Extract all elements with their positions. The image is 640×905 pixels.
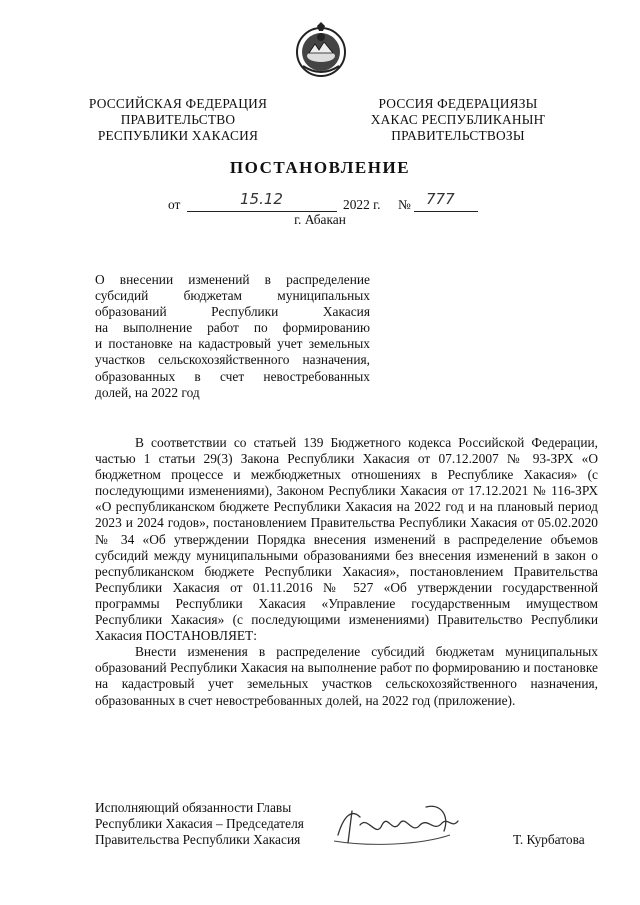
subject-line: и постановке на кадастровый учет земельных (95, 336, 370, 352)
handwritten-signature (330, 795, 475, 853)
body-paragraph: В соответствии со статьей 139 Бюджетного кодекса Российской Федерации, частью 1 статьи 29(3) Закона Республики Хакасия от 07.12.2007 № 93-ЗРХ «О бюджетном процессе и межбюджетных отношениях в Республике Хакасия» (с последующими изменениями), Законом Республики Хакасия от 17.12.2021 № 116-ЗРХ «О республиканском бюджете Республики Хакасия на 2022 год и на плановый период 2023 и 2024 годов», постановлением Правительства Республики Хакасия от 05.02.2020 № 34 «Об утверждении Порядка внесения изменений в распределение объемов субсидий между муниципальными образованиями без внесения изменений в закон о республиканском бюджете Республики Хакасия», постановлением Правительства Республики Хакасия от 01.11.2016 № 527 «Об утверждении государственной программы Республики Хакасия «Управление государственным имуществом Республики Хакасия» (с последующими изменениями) Правительство Республики Хакасия ПОСТАНОВЛЯЕТ: (95, 435, 598, 644)
header-right-line: РОССИЯ ФЕДЕРАЦИЯЗЫ (378, 96, 538, 111)
number-sign: № (398, 197, 411, 212)
subject-line: субсидий бюджетам муниципальных (95, 288, 370, 304)
date-prefix: от (168, 197, 181, 212)
subject-line: долей, на 2022 год (95, 384, 200, 400)
signatory-name: Т. Курбатова (513, 832, 585, 847)
body-paragraph: Внести изменения в распределение субсидий бюджетам муниципальных образований Республики Хакасия на выполнение работ по формированию и постановке на кадастровый учет земельных участков сельскохозяйственного назначения, образованных в счет невостребованных долей, на 2022 год (приложение). (95, 644, 598, 708)
signatory-line: Республики Хакасия – Председателя (95, 816, 304, 832)
header-right-line: ПРАВИТЕЛЬСТВОЗЫ (391, 128, 525, 143)
subject-block (95, 272, 370, 401)
subject-line: образований Республики Хакасия (95, 304, 370, 320)
date-number-row (0, 190, 640, 213)
header-left-line: ПРАВИТЕЛЬСТВО (120, 112, 236, 127)
subject-line: образованных в счет невостребованных (95, 368, 370, 384)
header-left-line: РОССИЙСКАЯ ФЕДЕРАЦИЯ (88, 96, 268, 111)
date-handwritten: 15.12 (240, 190, 283, 208)
body-text (95, 435, 598, 709)
signatory-position (95, 800, 304, 848)
signatory-line: Исполняющий обязанности Главы (95, 800, 292, 815)
city-label: г. Абакан (294, 212, 346, 227)
header-russian (78, 96, 278, 144)
coat-of-arms-emblem (291, 20, 351, 80)
header-right-line: ХАКАС РЕСПУБЛИКАНЫҤ (370, 112, 546, 127)
document-title: ПОСТАНОВЛЕНИЕ (229, 158, 411, 177)
subject-line: О внесении изменений в распределение (95, 272, 370, 287)
header-khakas (358, 96, 558, 144)
number-handwritten: 777 (426, 190, 455, 208)
year-label: 2022 г. (343, 197, 381, 212)
header-left-line: РЕСПУБЛИКИ ХАКАСИЯ (97, 128, 259, 143)
subject-line: участков сельскохозяйственного назначения, (95, 352, 370, 368)
subject-line: на выполнение работ по формированию (95, 320, 370, 336)
signatory-line: Правительства Республики Хакасия (95, 832, 301, 848)
